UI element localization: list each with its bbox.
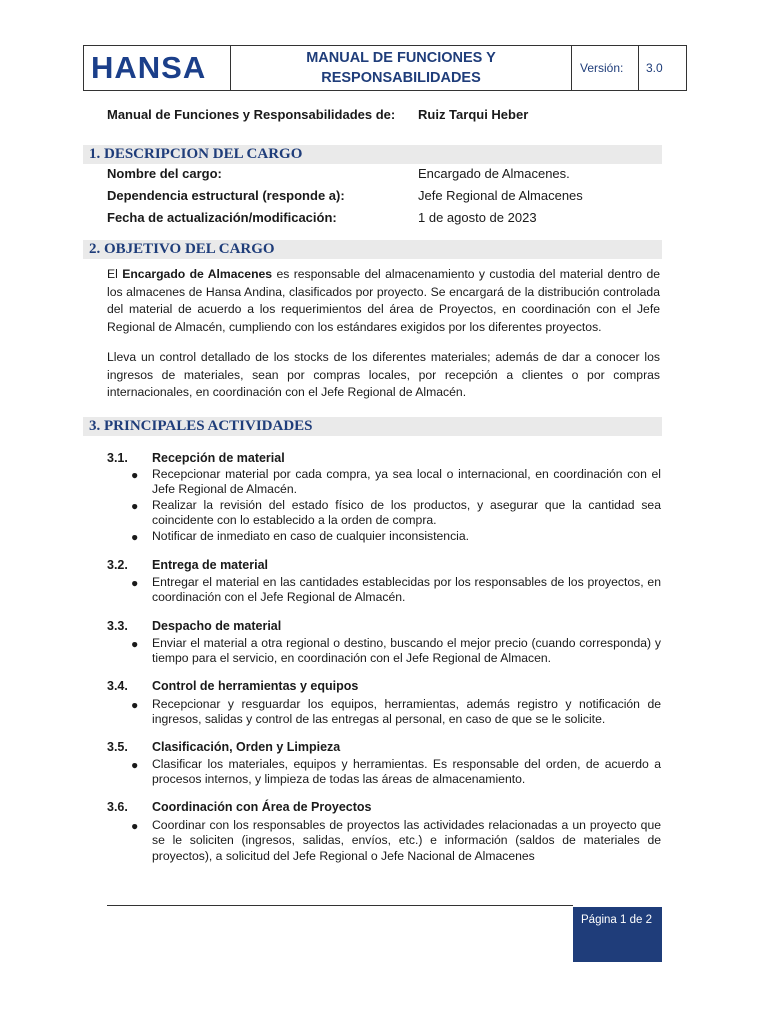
activity-bullet: Coordinar con los responsables de proyectos las actividades relacionadas a un proyecto que se le soliciten (ingresos, salidas, envíos, etc.) e información (saldos de materiales de proyectos), a solicitud del Jefe Regional o Jefe Nacional de Almacenes: [152, 818, 661, 863]
bullet-icon: ●: [131, 576, 139, 590]
version-value: 3.0: [639, 46, 687, 91]
activity-title: Clasificación, Orden y Limpieza: [152, 740, 341, 754]
activity-bullet: Recepcionar material por cada compra, ya sea local o internacional, en coordinación con el Jefe Regional de Almacén.: [152, 467, 661, 497]
page-number-box: [573, 907, 662, 962]
bullet-icon: ●: [131, 758, 139, 772]
position-name-value: Encargado de Almacenes.: [418, 166, 570, 181]
section-2-title: 2. OBJETIVO DEL CARGO: [89, 241, 275, 257]
activity-bullet: Clasificar los materiales, equipos y herramientas. Es responsable del orden, de acuerdo a procesos internos, y limpieza de todas las áreas de almacenamiento.: [152, 757, 661, 787]
intro-value: Ruiz Tarqui Heber: [418, 107, 529, 122]
reports-to-value: Jefe Regional de Almacenes: [418, 188, 583, 203]
activity-title: Recepción de material: [152, 451, 285, 465]
section-1-heading: [83, 145, 662, 164]
update-date-label: Fecha de actualización/modificación:: [107, 210, 337, 225]
objective-paragraph-2: Lleva un control detallado de los stocks de los diferentes materiales; además de dar a conocer los ingresos de materiales, sean por compras locales, por recepción a clientes o por compras internacionales, en coordinación con el Jefe Regional de Almacén.: [107, 350, 660, 399]
activity-number: 3.4.: [107, 679, 128, 693]
activity-title: Coordinación con Área de Proyectos: [152, 800, 372, 814]
footer-rule: [107, 905, 573, 906]
activity-bullet: Realizar la revisión del estado físico de los productos, y asegurar que la cantidad sea coincidente con lo establecido a la orden de compra.: [152, 498, 661, 528]
activity-title: Despacho de material: [152, 619, 282, 633]
position-name-label: Nombre del cargo:: [107, 166, 222, 181]
activity-title: Control de herramientas y equipos: [152, 679, 359, 693]
page-number: Página 1 de 2: [581, 914, 652, 926]
bullet-icon: ●: [131, 468, 139, 482]
document-header: [83, 45, 687, 91]
bullet-icon: ●: [131, 698, 139, 712]
activity-number: 3.3.: [107, 619, 128, 633]
activity-bullet: Notificar de inmediato en caso de cualquier inconsistencia.: [152, 529, 470, 543]
title-line-1: MANUAL DE FUNCIONES Y: [306, 50, 496, 66]
section-3-title: 3. PRINCIPALES ACTIVIDADES: [89, 418, 313, 434]
intro-label: Manual de Funciones y Responsabilidades de:: [107, 107, 396, 122]
bullet-icon: ●: [131, 819, 139, 833]
company-logo: HANSA: [84, 46, 231, 91]
bullet-icon: ●: [131, 530, 139, 544]
version-label: Versión:: [572, 46, 639, 91]
activity-number: 3.6.: [107, 800, 128, 814]
activity-bullet: Entregar el material en las cantidades establecidas por los responsables de los proyectos, en coordinación con el Jefe Regional de Almacén.: [152, 575, 661, 605]
section-3-heading: [83, 417, 662, 436]
activity-number: 3.2.: [107, 558, 128, 572]
activity-bullet: Recepcionar y resguardar los equipos, herramientas, además registro y notificación de ingresos, salidas y control de las entregas al personal, en caso de que se le solicite.: [152, 697, 661, 727]
reports-to-label: Dependencia estructural (responde a):: [107, 188, 345, 203]
activity-number: 3.1.: [107, 451, 128, 465]
activity-title: Entrega de material: [152, 558, 269, 572]
bullet-icon: ●: [131, 499, 139, 513]
title-line-2: RESPONSABILIDADES: [321, 70, 481, 86]
objective-paragraph-1: [107, 266, 660, 336]
section-1-title: 1. DESCRIPCION DEL CARGO: [89, 146, 303, 162]
document-title: [231, 46, 572, 91]
update-date-value: 1 de agosto de 2023: [418, 210, 537, 225]
section-2-heading: [83, 240, 662, 259]
objective-text: es responsable del almacenamiento y custodia del material dentro de los almacenes de Hansa Andina, clasificados por proyecto. Se encargará de la distribución controlada del material de acuerdo a los requerimientos del área de Proyectos, en coordinación con el Jefe Regional de Almacén, cumpliendo con los estándares exigidos por los diferentes proyectos.: [107, 267, 660, 334]
bullet-icon: ●: [131, 637, 139, 651]
objective-text: El: [107, 267, 123, 281]
position-emphasis: Encargado de Almacenes: [122, 267, 273, 281]
activity-number: 3.5.: [107, 740, 128, 754]
activity-bullet: Enviar el material a otra regional o destino, buscando el mejor precio (cuando corresponda) y tiempo para el servicio, en coordinación con el Jefe Regional de Almacen.: [152, 636, 661, 666]
